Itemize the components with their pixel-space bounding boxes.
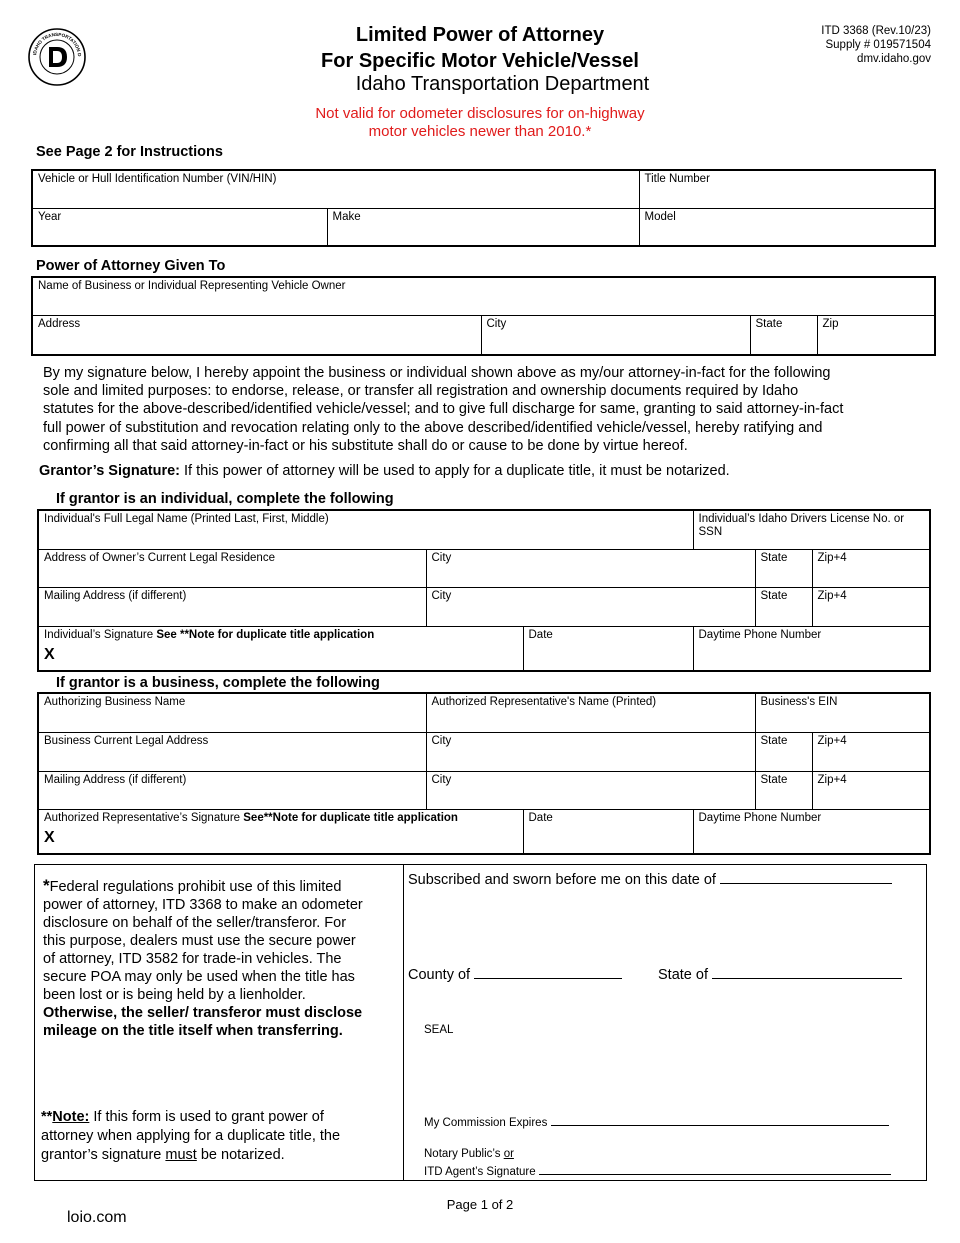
notary-divider xyxy=(403,865,404,1180)
individual-phone-field[interactable] xyxy=(693,626,930,671)
note-prefix: ** xyxy=(41,1109,53,1125)
business-mailing-state-field[interactable] xyxy=(755,771,812,809)
individual-date-field[interactable] xyxy=(523,626,693,671)
federal-note-line: been lost or is being held by a lienholder. xyxy=(43,987,306,1003)
individual-signature-label: Individual’s Signature xyxy=(44,628,154,641)
sworn-date-line[interactable] xyxy=(720,883,892,884)
federal-note-bold-line: Otherwise, the seller/ transferor must disclose xyxy=(43,1005,363,1021)
make-field[interactable] xyxy=(327,208,639,246)
recipient-address-field[interactable] xyxy=(32,315,481,355)
individual-mailing-address-field[interactable] xyxy=(38,587,426,626)
rep-name-label: Authorized Representative's Name (Printed) xyxy=(431,696,657,708)
individual-mailing-state-label: State xyxy=(760,589,788,602)
state-line[interactable] xyxy=(712,978,902,979)
individual-mailing-city-field[interactable] xyxy=(426,587,755,626)
individual-date-label: Date xyxy=(528,628,553,641)
authorization-line: By my signature below, I hereby appoint the business or individual shown above as my/our attorney-in-fact for the following xyxy=(43,365,831,381)
business-state-label: State xyxy=(760,734,788,747)
form-meta xyxy=(821,24,931,66)
poa-section-title: Power of Attorney Given To xyxy=(36,258,226,274)
sworn-date-field[interactable] xyxy=(408,871,923,889)
recipient-city-field[interactable] xyxy=(481,315,750,355)
residence-address-field[interactable] xyxy=(38,549,426,587)
note-line: attorney when applying for a duplicate title, the xyxy=(41,1128,341,1144)
federal-note-line: Federal regulations prohibit use of this limited xyxy=(49,879,342,895)
federal-note-line: of attorney, ITD 3582 for trade-in vehicles. The xyxy=(43,951,342,967)
page-number: Page 1 of 2 xyxy=(446,1197,514,1212)
state-field[interactable] xyxy=(658,966,918,984)
business-state-field[interactable] xyxy=(755,732,812,771)
business-date-label: Date xyxy=(528,811,553,824)
business-mailing-address-label: Mailing Address (if different) xyxy=(44,773,187,786)
authorization-line: statutes for the above-described/identified vehicle/vessel; and to give full discharge for same, granting to said attorney-in-fact xyxy=(43,401,844,418)
business-phone-label: Daytime Phone Number xyxy=(698,811,822,824)
business-name-label: Authorizing Business Name xyxy=(44,696,186,708)
business-city-field[interactable] xyxy=(426,732,755,771)
odometer-warning-line1: Not valid for odometer disclosures for on-highway xyxy=(315,105,645,122)
rep-signature-label: Authorized Representative’s Signature xyxy=(44,811,241,824)
recipient-zip-field[interactable] xyxy=(817,315,935,355)
federal-note-bold-line: mileage on the title itself when transferring. xyxy=(43,1023,343,1039)
commission-line[interactable] xyxy=(551,1125,889,1126)
footer-brand: loio.com xyxy=(67,1209,127,1226)
vin-field[interactable] xyxy=(32,170,639,208)
notary-signature-field[interactable] xyxy=(424,1145,904,1181)
business-ein-label: Business's EIN xyxy=(760,696,838,708)
commission-expires-field[interactable] xyxy=(424,1114,904,1132)
business-mailing-zip-field[interactable] xyxy=(812,771,930,809)
notary-or: or xyxy=(503,1148,514,1160)
title-number-field[interactable] xyxy=(639,170,935,208)
business-zip-label: Zip+4 xyxy=(817,734,847,747)
federal-note-line: this purpose, dealers must use the secure power xyxy=(43,933,356,949)
odometer-warning-line2: motor vehicles newer than 2010.* xyxy=(368,123,592,140)
business-address-field[interactable] xyxy=(38,732,426,771)
authorization-line: confirming all that said attorney-in-fact or his substitute shall do or cause to be done by virtue hereof. xyxy=(43,437,688,454)
residence-city-label: City xyxy=(431,551,452,564)
duplicate-title-note xyxy=(41,1108,401,1165)
year-field[interactable] xyxy=(32,208,327,246)
federal-note-line: disclosure on behalf of the seller/transferor. For xyxy=(43,915,347,931)
recipient-state-field[interactable] xyxy=(750,315,817,355)
note-line: be notarized. xyxy=(196,1147,285,1163)
note-line: If this form is used to grant power of xyxy=(89,1109,324,1125)
poa-recipient-table xyxy=(31,276,936,356)
notary-signature-label: Notary Public’s xyxy=(424,1148,504,1160)
recipient-state-label: State xyxy=(755,317,783,330)
instructions-reference: See Page 2 for Instructions xyxy=(36,144,223,160)
business-ein-field[interactable] xyxy=(755,693,930,732)
grantor-signature-label: Grantor’s Signature: xyxy=(39,463,180,479)
state-label: State of xyxy=(658,967,708,983)
grantor-signature-note xyxy=(39,463,730,479)
residence-state-label: State xyxy=(760,551,788,564)
county-field[interactable] xyxy=(408,966,638,984)
individual-license-label: Individual’s Idaho Drivers License No. or SSN xyxy=(698,513,905,538)
note-must: must xyxy=(165,1147,197,1163)
authorization-line: full power of substitution and revocation relating only to the above described/identified vehicle/vessel, hereby ratifying and xyxy=(43,419,823,436)
vehicle-info-table xyxy=(31,169,936,247)
signature-x-mark: X xyxy=(44,645,55,663)
business-mailing-city-label: City xyxy=(431,773,452,786)
seal-text: IDAHO TRANSPORTATION D xyxy=(32,31,83,57)
signature-x-mark: X xyxy=(44,828,55,846)
individual-signature-note: See **Note for duplicate title application xyxy=(156,628,375,641)
asterisk-mark: * xyxy=(43,876,50,895)
residence-state-field[interactable] xyxy=(755,549,812,587)
year-label: Year xyxy=(38,210,62,223)
grantor-signature-text: If this power of attorney will be used to apply for a duplicate title, it must be notarized. xyxy=(184,463,730,479)
recipient-address-label: Address xyxy=(38,317,81,330)
model-label: Model xyxy=(644,210,676,223)
rep-name-field[interactable] xyxy=(426,693,755,732)
business-grantor-table xyxy=(37,692,931,855)
business-mailing-state-label: State xyxy=(760,773,788,786)
seal-area-label: SEAL xyxy=(424,1024,454,1036)
recipient-city-label: City xyxy=(486,317,507,330)
business-name-field[interactable] xyxy=(38,693,426,732)
agency-name: Idaho Transportation Department xyxy=(355,73,650,95)
individual-mailing-city-label: City xyxy=(431,589,452,602)
authorization-line: sole and limited purposes: to endorse, release, or transfer all registration and ownership documents required by Idaho xyxy=(43,383,799,400)
business-zip-field[interactable] xyxy=(812,732,930,771)
business-phone-field[interactable] xyxy=(693,809,930,854)
individual-license-field[interactable] xyxy=(693,510,930,549)
residence-zip-label: Zip+4 xyxy=(817,551,847,564)
rep-signature-note: See**Note for duplicate title application xyxy=(243,811,458,824)
form-title-line1: Limited Power of Attorney xyxy=(355,24,605,46)
business-city-label: City xyxy=(431,734,452,747)
make-label: Make xyxy=(332,210,361,223)
individual-name-field[interactable] xyxy=(38,510,693,549)
federal-regulations-note xyxy=(43,877,398,1040)
form-number: ITD 3368 (Rev.10/23) xyxy=(821,25,931,37)
federal-note-line: power of attorney, ITD 3368 to make an odometer xyxy=(43,897,363,913)
business-mailing-city-field[interactable] xyxy=(426,771,755,809)
rep-signature-field[interactable] xyxy=(38,809,523,854)
authorization-paragraph xyxy=(43,364,918,455)
individual-mailing-address-label: Mailing Address (if different) xyxy=(44,589,187,602)
residence-city-field[interactable] xyxy=(426,549,755,587)
notary-signature-line[interactable] xyxy=(539,1174,891,1175)
sworn-label: Subscribed and sworn before me on this date of xyxy=(408,872,716,888)
individual-grantor-table xyxy=(37,509,931,672)
website-link[interactable]: dmv.idaho.gov xyxy=(857,53,931,65)
federal-note-line: secure POA may only be used when the title has xyxy=(43,969,355,985)
business-section-title: If grantor is a business, complete the following xyxy=(56,675,380,691)
individual-mailing-zip-label: Zip+4 xyxy=(817,589,847,602)
individual-name-label: Individual's Full Legal Name (Printed Last, First, Middle) xyxy=(44,513,329,525)
title-number-label: Title Number xyxy=(644,173,710,185)
individual-mailing-zip-field[interactable] xyxy=(812,587,930,626)
agent-signature-label: ITD Agent’s Signature xyxy=(424,1166,536,1178)
business-mailing-zip-label: Zip+4 xyxy=(817,773,847,786)
business-address-label: Business Current Legal Address xyxy=(44,734,209,747)
individual-section-title: If grantor is an individual, complete the following xyxy=(56,491,394,507)
supply-number: Supply # 019571504 xyxy=(825,39,931,51)
individual-mailing-state-field[interactable] xyxy=(755,587,812,626)
form-title-line2: For Specific Motor Vehicle/Vessel xyxy=(321,50,639,72)
commission-label: My Commission Expires xyxy=(424,1117,548,1129)
model-field[interactable] xyxy=(639,208,935,246)
note-label: Note: xyxy=(52,1109,90,1125)
county-line[interactable] xyxy=(474,978,622,979)
residence-zip-field[interactable] xyxy=(812,549,930,587)
recipient-zip-label: Zip xyxy=(822,317,839,330)
residence-address-label: Address of Owner’s Current Legal Residence xyxy=(44,551,275,564)
individual-signature-field[interactable] xyxy=(38,626,523,671)
county-label: County of xyxy=(408,967,471,983)
notary-section xyxy=(34,864,927,1181)
business-mailing-address-field[interactable] xyxy=(38,771,426,809)
recipient-name-field[interactable] xyxy=(32,277,935,315)
recipient-name-label: Name of Business or Individual Representing Vehicle Owner xyxy=(38,280,346,292)
individual-phone-label: Daytime Phone Number xyxy=(698,628,822,641)
vin-label: Vehicle or Hull Identification Number (VIN/HIN) xyxy=(38,173,277,185)
note-line: grantor’s signature xyxy=(41,1147,166,1163)
business-date-field[interactable] xyxy=(523,809,693,854)
